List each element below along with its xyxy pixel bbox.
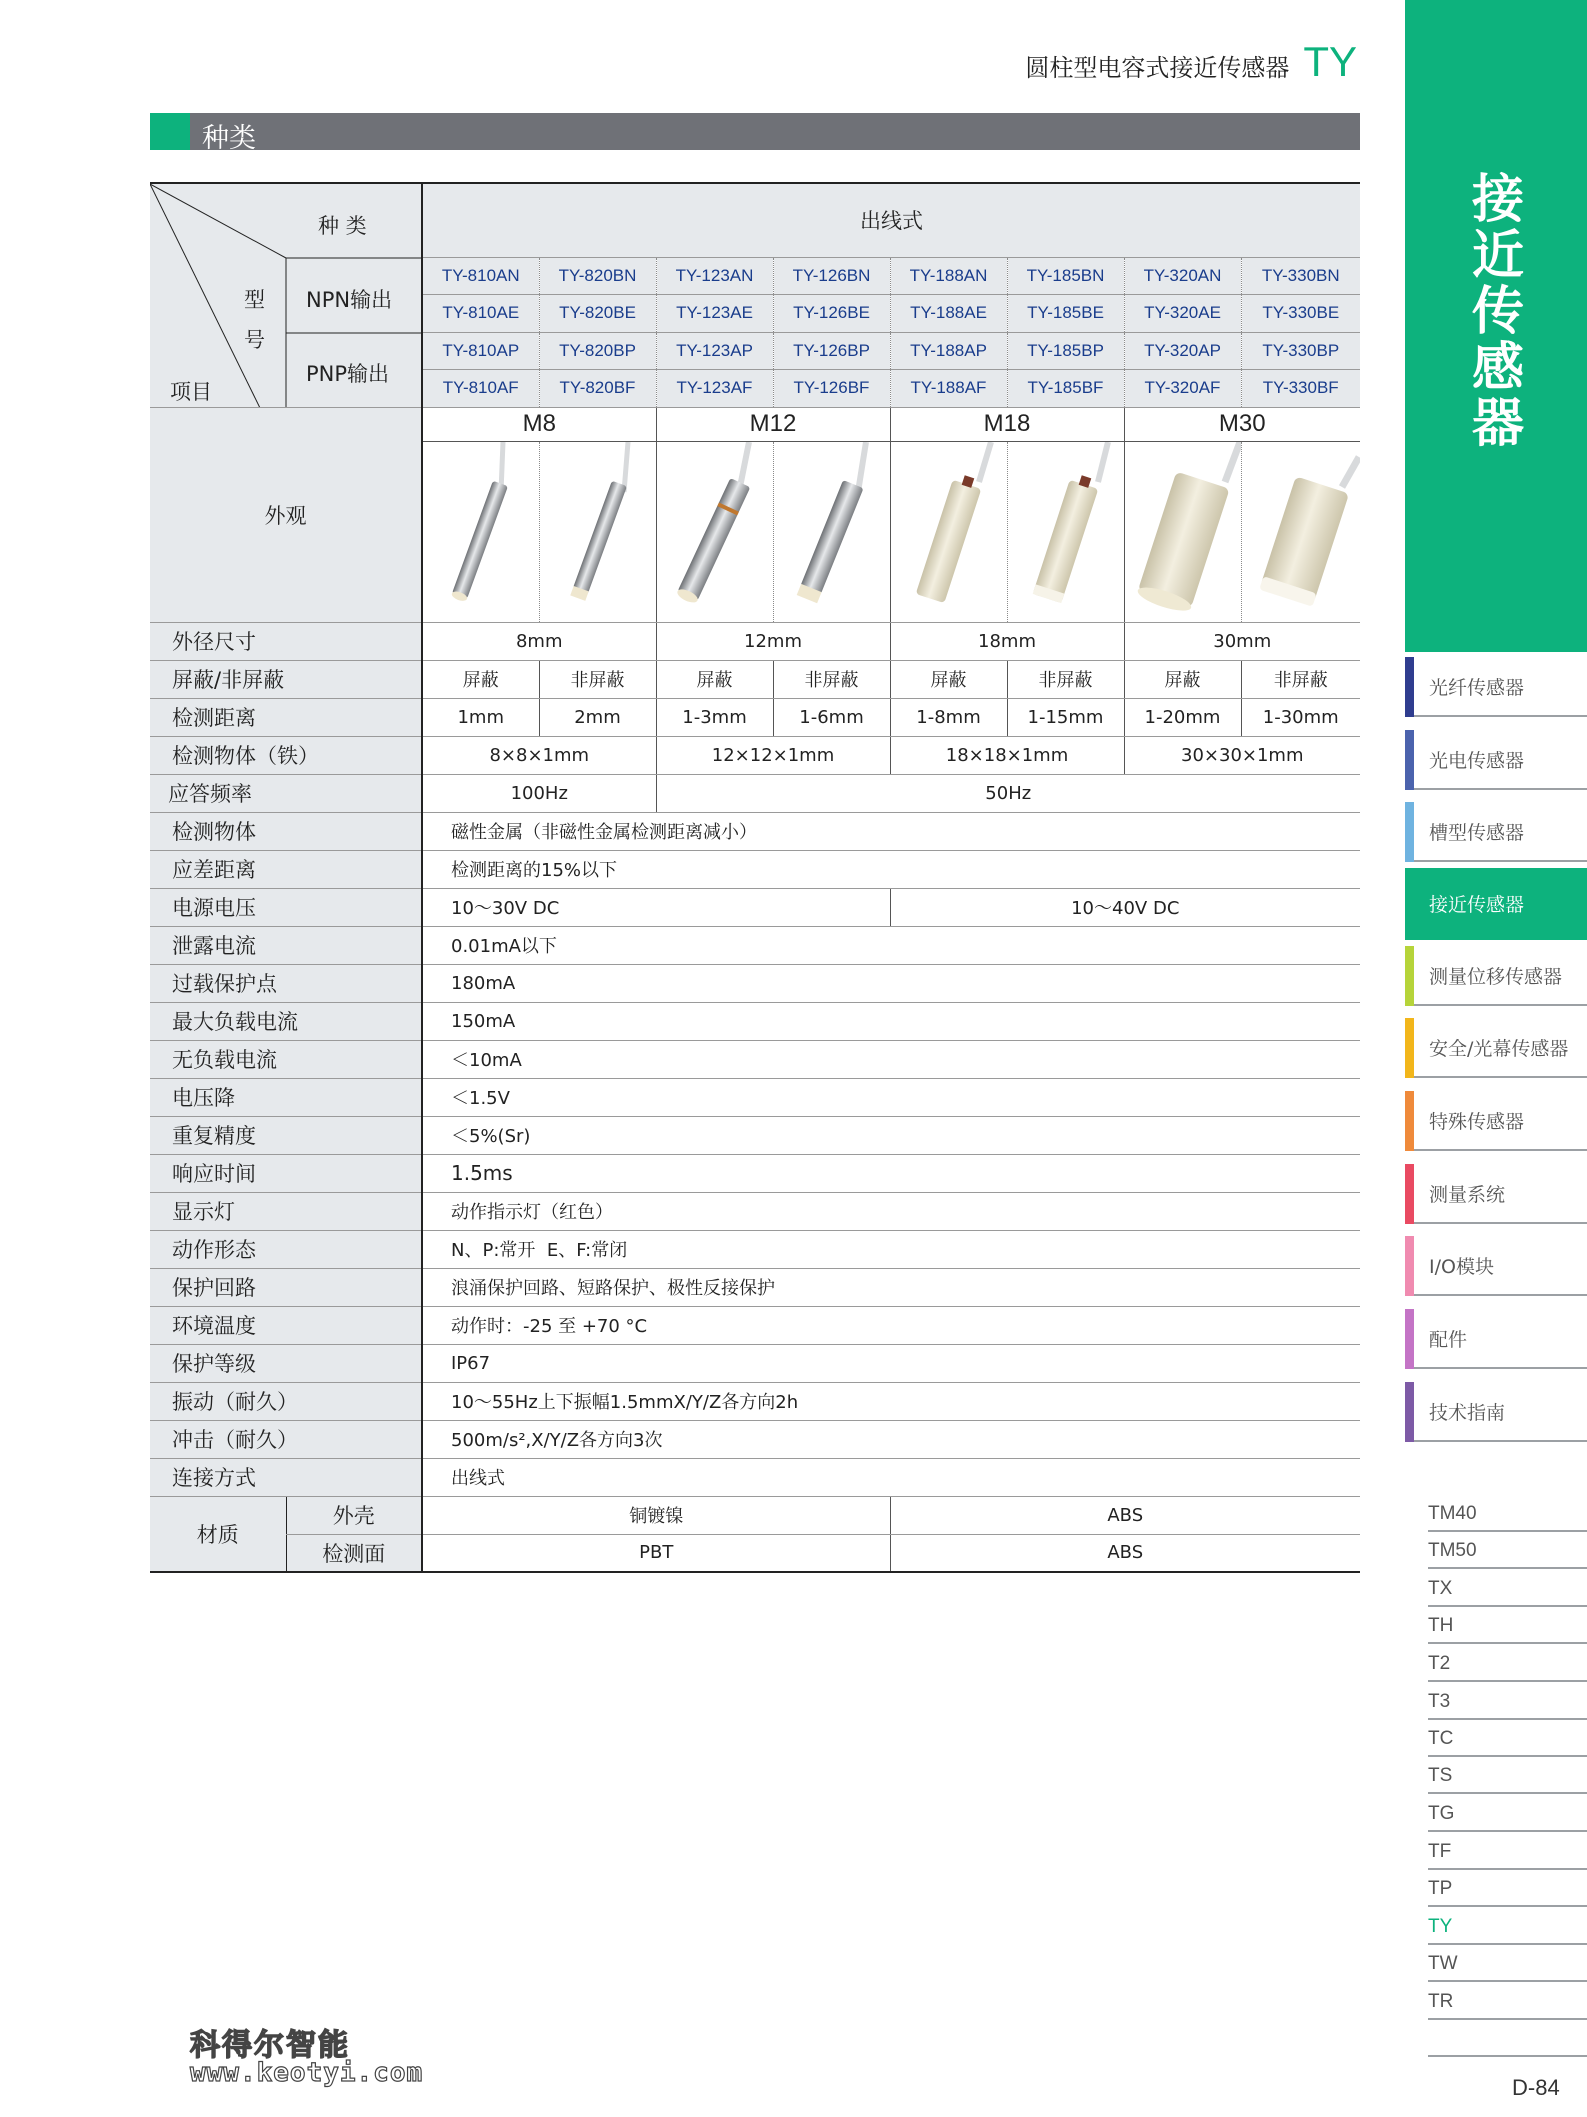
- model-cell: TY-810AF: [422, 369, 539, 407]
- value-cell: 检测距离的15%以下: [422, 850, 1360, 888]
- value-cell: 500m/s²,X/Y/Z各方向3次: [422, 1420, 1360, 1458]
- value-cell: 10～40V DC: [890, 888, 1360, 926]
- sidebar-vertical-title: [1468, 172, 1528, 452]
- category-color-bar: [1405, 1236, 1414, 1296]
- sensor-photo-m18-shielded: [890, 441, 1007, 622]
- series-label: TX: [1428, 1578, 1453, 1599]
- row-leakage: [150, 926, 1360, 964]
- model-cell: TY-126BP: [773, 332, 890, 369]
- row-protection: [150, 1268, 1360, 1306]
- row-vibration: [150, 1382, 1360, 1420]
- value-cell: 非屏蔽: [1007, 660, 1124, 698]
- sidebar-category-proximity[interactable]: [1405, 868, 1587, 940]
- series-label: TY: [1428, 1916, 1453, 1937]
- model-cell: TY-185BN: [1007, 257, 1124, 294]
- row-material-housing: [150, 1496, 1360, 1534]
- row-label: 检测物体（铁）: [150, 736, 422, 774]
- row-label: 最大负载电流: [150, 1002, 422, 1040]
- model-cell: TY-185BP: [1007, 332, 1124, 369]
- section-title: 种类: [202, 123, 256, 154]
- row-label: 响应时间: [150, 1154, 422, 1192]
- category-label: 技术指南: [1429, 1402, 1506, 1424]
- series-link[interactable]: [1428, 1645, 1587, 1682]
- series-label: T3: [1428, 1691, 1451, 1712]
- series-label: T2: [1428, 1653, 1451, 1674]
- sidebar-category-measurement[interactable]: [1405, 1160, 1587, 1224]
- value-cell: ABS: [890, 1496, 1360, 1534]
- value-cell: 动作时：-25 至 +70 °C: [422, 1306, 1360, 1344]
- model-cell: TY-320AF: [1124, 369, 1241, 407]
- value-cell: ＜1.5V: [422, 1078, 1360, 1116]
- corner-type-a: 型: [244, 288, 265, 312]
- model-cell: TY-820BP: [539, 332, 656, 369]
- category-color-bar: [1405, 1309, 1414, 1369]
- series-label: TP: [1428, 1878, 1453, 1899]
- value-cell: 18×18×1mm: [890, 736, 1124, 774]
- series-link[interactable]: [1428, 1757, 1587, 1794]
- category-label: I/O模块: [1429, 1256, 1494, 1278]
- series-label: TG: [1428, 1803, 1455, 1824]
- sidebar-title-char: 传: [1471, 282, 1524, 342]
- series-label: TM40: [1428, 1503, 1477, 1524]
- model-cell: TY-185BF: [1007, 369, 1124, 407]
- wiring-header: 出线式: [422, 183, 1360, 257]
- model-cell: TY-123AE: [656, 294, 773, 332]
- value-cell: 12mm: [656, 622, 890, 660]
- series-link[interactable]: [1428, 1795, 1587, 1832]
- value-cell: 180mA: [422, 964, 1360, 1002]
- row-label: 泄露电流: [150, 926, 422, 964]
- row-label: 保护回路: [150, 1268, 422, 1306]
- product-code: TY: [1303, 38, 1357, 85]
- section-bar: [150, 113, 1360, 154]
- value-cell: 30×30×1mm: [1124, 736, 1360, 774]
- value-cell: 浪涌保护回路、短路保护、极性反接保护: [422, 1268, 1360, 1306]
- series-label: TW: [1428, 1953, 1458, 1974]
- row-label: 环境温度: [150, 1306, 422, 1344]
- model-cell: TY-123AF: [656, 369, 773, 407]
- row-label: 外径尺寸: [150, 622, 422, 660]
- category-label: 测量位移传感器: [1429, 966, 1563, 988]
- material-face-label: 检测面: [286, 1534, 422, 1572]
- row-drop: [150, 1078, 1360, 1116]
- value-cell: 屏蔽: [422, 660, 539, 698]
- size-m8: M8: [422, 407, 656, 441]
- row-material-face: [150, 1534, 1360, 1572]
- series-link[interactable]: [1428, 1983, 1587, 2020]
- page-header: [1025, 38, 1357, 86]
- table-corner: [150, 183, 422, 407]
- series-link[interactable]: [1428, 1570, 1587, 1607]
- row-shield: [150, 660, 1360, 698]
- row-label: 屏蔽/非屏蔽: [150, 660, 422, 698]
- value-cell: 30mm: [1124, 622, 1360, 660]
- row-label: 显示灯: [150, 1192, 422, 1230]
- value-cell: 10～30V DC: [422, 888, 890, 926]
- row-label: 振动（耐久）: [150, 1382, 422, 1420]
- model-cell: TY-810AN: [422, 257, 539, 294]
- row-label: 动作形态: [150, 1230, 422, 1268]
- series-link[interactable]: [1428, 1607, 1587, 1644]
- sidebar-category-guide[interactable]: [1405, 1378, 1587, 1442]
- model-cell: TY-820BF: [539, 369, 656, 407]
- value-cell: 非屏蔽: [539, 660, 656, 698]
- value-cell: 1-20mm: [1124, 698, 1241, 736]
- row-shock: [150, 1420, 1360, 1458]
- value-cell: 磁性金属（非磁性金属检测距离减小）: [422, 812, 1360, 850]
- row-frequency: [150, 774, 1360, 812]
- value-cell: 12×12×1mm: [656, 736, 890, 774]
- sensor-photo-m30-shielded: [1124, 441, 1241, 622]
- spec-table: [150, 182, 1360, 1573]
- corner-type-b: 号: [244, 328, 265, 352]
- model-cell: TY-330BN: [1241, 257, 1360, 294]
- model-cell: TY-330BF: [1241, 369, 1360, 407]
- value-cell: 动作指示灯（红色）: [422, 1192, 1360, 1230]
- material-label: 材质: [150, 1496, 286, 1572]
- material-housing-label: 外壳: [286, 1496, 422, 1534]
- page-number-divider: [1428, 2055, 1587, 2057]
- sidebar-category-fiber[interactable]: [1405, 653, 1587, 717]
- row-voltage: [150, 888, 1360, 926]
- value-cell: 1-15mm: [1007, 698, 1124, 736]
- row-label: 电源电压: [150, 888, 422, 926]
- row-label: 连接方式: [150, 1458, 422, 1496]
- sidebar-category-photoelectric[interactable]: [1405, 726, 1587, 790]
- series-label: TS: [1428, 1765, 1453, 1786]
- series-link-active[interactable]: [1428, 1908, 1587, 1945]
- series-label: TF: [1428, 1841, 1452, 1862]
- value-cell: 屏蔽: [1124, 660, 1241, 698]
- series-link[interactable]: [1428, 1532, 1587, 1569]
- row-object: [150, 812, 1360, 850]
- category-label: 安全/光幕传感器: [1429, 1038, 1569, 1060]
- category-color-bar: [1405, 730, 1414, 790]
- watermark-url: www.keotyi.com: [190, 2058, 424, 2088]
- sidebar-category-safety[interactable]: [1405, 1014, 1587, 1078]
- row-max-load: [150, 1002, 1360, 1040]
- category-label: 测量系统: [1429, 1184, 1506, 1206]
- model-cell: TY-820BE: [539, 294, 656, 332]
- value-cell: 非屏蔽: [1241, 660, 1360, 698]
- model-cell: TY-126BE: [773, 294, 890, 332]
- row-repeat: [150, 1116, 1360, 1154]
- category-color-bar: [1405, 1091, 1414, 1151]
- value-cell: 8mm: [422, 622, 656, 660]
- sensor-photo-m8-unshielded: [539, 441, 656, 622]
- row-target: [150, 736, 1360, 774]
- model-cell: TY-123AP: [656, 332, 773, 369]
- row-label: 应答频率: [150, 774, 422, 812]
- model-cell: TY-330BE: [1241, 294, 1360, 332]
- row-connection: [150, 1458, 1360, 1496]
- sidebar-title-char: 近: [1471, 226, 1524, 286]
- row-label: 保护等级: [150, 1344, 422, 1382]
- row-label: 检测物体: [150, 812, 422, 850]
- model-cell: TY-330BP: [1241, 332, 1360, 369]
- model-cell: TY-820BN: [539, 257, 656, 294]
- row-outer-diameter: [150, 622, 1360, 660]
- category-color-bar: [1405, 1382, 1414, 1442]
- value-cell: 0.01mA以下: [422, 926, 1360, 964]
- row-label: 电压降: [150, 1078, 422, 1116]
- sidebar-category-accessories[interactable]: [1405, 1305, 1587, 1369]
- row-label: 无负载电流: [150, 1040, 422, 1078]
- category-color-bar: [1405, 946, 1414, 1006]
- model-cell: TY-810AE: [422, 294, 539, 332]
- value-cell: 屏蔽: [890, 660, 1007, 698]
- value-cell: ＜5%(Sr): [422, 1116, 1360, 1154]
- series-label: TM50: [1428, 1540, 1477, 1561]
- category-label: 槽型传感器: [1429, 822, 1525, 844]
- series-label: TH: [1428, 1615, 1454, 1636]
- watermark-name: 科得尔智能: [190, 2028, 350, 2063]
- value-cell: 2mm: [539, 698, 656, 736]
- page-title: 圆柱型电容式接近传感器: [1025, 54, 1290, 82]
- model-cell: TY-123AN: [656, 257, 773, 294]
- size-m30: M30: [1124, 407, 1360, 441]
- category-color-bar: [1405, 1018, 1414, 1078]
- row-indicator: [150, 1192, 1360, 1230]
- series-link[interactable]: [1428, 1833, 1587, 1870]
- series-link[interactable]: [1428, 1495, 1587, 1532]
- sidebar-category-io[interactable]: [1405, 1232, 1587, 1296]
- appearance-label: 外观: [150, 407, 422, 622]
- category-color-bar: [1405, 657, 1414, 717]
- row-response: [150, 1154, 1360, 1192]
- sidebar-category-displacement[interactable]: [1405, 942, 1587, 1006]
- model-cell: TY-320AN: [1124, 257, 1241, 294]
- category-label: 光纤传感器: [1429, 677, 1525, 699]
- value-cell: 1.5ms: [422, 1154, 1360, 1192]
- sensor-photo-m12-shielded: [656, 441, 773, 622]
- row-ip: [150, 1344, 1360, 1382]
- row-no-load: [150, 1040, 1360, 1078]
- value-cell: 1-8mm: [890, 698, 1007, 736]
- category-label: 光电传感器: [1429, 750, 1525, 772]
- row-label: 检测距离: [150, 698, 422, 736]
- row-label: 重复精度: [150, 1116, 422, 1154]
- value-cell: 铜镀镍: [422, 1496, 890, 1534]
- model-cell: TY-320AP: [1124, 332, 1241, 369]
- row-overload: [150, 964, 1360, 1002]
- model-cell: TY-188AE: [890, 294, 1007, 332]
- model-cell: TY-188AF: [890, 369, 1007, 407]
- category-label: 接近传感器: [1429, 894, 1525, 916]
- sidebar-category-slot[interactable]: [1405, 798, 1587, 862]
- category-color-bar: [1405, 802, 1414, 862]
- row-distance: [150, 698, 1360, 736]
- value-cell: 150mA: [422, 1002, 1360, 1040]
- value-cell: 10～55Hz上下振幅1.5mmX/Y/Z各方向2h: [422, 1382, 1360, 1420]
- size-m18: M18: [890, 407, 1124, 441]
- category-label: 配件: [1429, 1329, 1468, 1351]
- value-cell: PBT: [422, 1534, 890, 1572]
- value-cell: 18mm: [890, 622, 1124, 660]
- sensor-photo-m30-unshielded: [1241, 441, 1360, 622]
- corner-kind: 种 类: [318, 214, 367, 238]
- value-cell: 非屏蔽: [773, 660, 890, 698]
- model-cell: TY-188AP: [890, 332, 1007, 369]
- page-number: D-84: [1512, 2075, 1560, 2100]
- model-cell: TY-126BF: [773, 369, 890, 407]
- value-cell: 1-6mm: [773, 698, 890, 736]
- sidebar-category-special[interactable]: [1405, 1087, 1587, 1151]
- row-label: 冲击（耐久）: [150, 1420, 422, 1458]
- value-cell: 1mm: [422, 698, 539, 736]
- model-cell: TY-185BE: [1007, 294, 1124, 332]
- value-cell: 屏蔽: [656, 660, 773, 698]
- value-cell: 出线式: [422, 1458, 1360, 1496]
- row-hysteresis: [150, 850, 1360, 888]
- value-cell: IP67: [422, 1344, 1360, 1382]
- model-cell: TY-126BN: [773, 257, 890, 294]
- sensor-photo-m18-unshielded: [1007, 441, 1124, 622]
- series-link[interactable]: [1428, 1683, 1587, 1720]
- sensor-photo-m12-unshielded: [773, 441, 890, 622]
- section-accent: [150, 113, 190, 150]
- category-label: 特殊传感器: [1429, 1111, 1525, 1133]
- model-cell: TY-810AP: [422, 332, 539, 369]
- corner-pnp: PNP输出: [306, 362, 390, 386]
- value-cell: N、P:常开 E、F:常闭: [422, 1230, 1360, 1268]
- value-cell: 8×8×1mm: [422, 736, 656, 774]
- corner-item: 项目: [170, 380, 212, 404]
- sidebar-title-char: 接: [1471, 170, 1524, 230]
- series-link[interactable]: [1428, 1870, 1587, 1907]
- value-cell: 1-3mm: [656, 698, 773, 736]
- series-label: TC: [1428, 1728, 1454, 1749]
- series-link[interactable]: [1428, 1945, 1587, 1982]
- sensor-photo-m8-shielded: [422, 441, 539, 622]
- row-label: 过载保护点: [150, 964, 422, 1002]
- row-temperature: [150, 1306, 1360, 1344]
- series-label: TR: [1428, 1991, 1454, 2012]
- value-cell: 100Hz: [422, 774, 656, 812]
- corner-npn: NPN输出: [306, 288, 393, 312]
- model-cell: TY-188AN: [890, 257, 1007, 294]
- value-cell: 1-30mm: [1241, 698, 1360, 736]
- value-cell: ＜10mA: [422, 1040, 1360, 1078]
- sidebar-title-char: 感: [1471, 338, 1524, 398]
- category-color-bar: [1405, 1164, 1414, 1224]
- row-label: 应差距离: [150, 850, 422, 888]
- sidebar-title-char: 器: [1471, 394, 1524, 454]
- model-cell: TY-320AE: [1124, 294, 1241, 332]
- row-action: [150, 1230, 1360, 1268]
- size-m12: M12: [656, 407, 890, 441]
- series-link[interactable]: [1428, 1720, 1587, 1757]
- value-cell: ABS: [890, 1534, 1360, 1572]
- value-cell: 50Hz: [656, 774, 1360, 812]
